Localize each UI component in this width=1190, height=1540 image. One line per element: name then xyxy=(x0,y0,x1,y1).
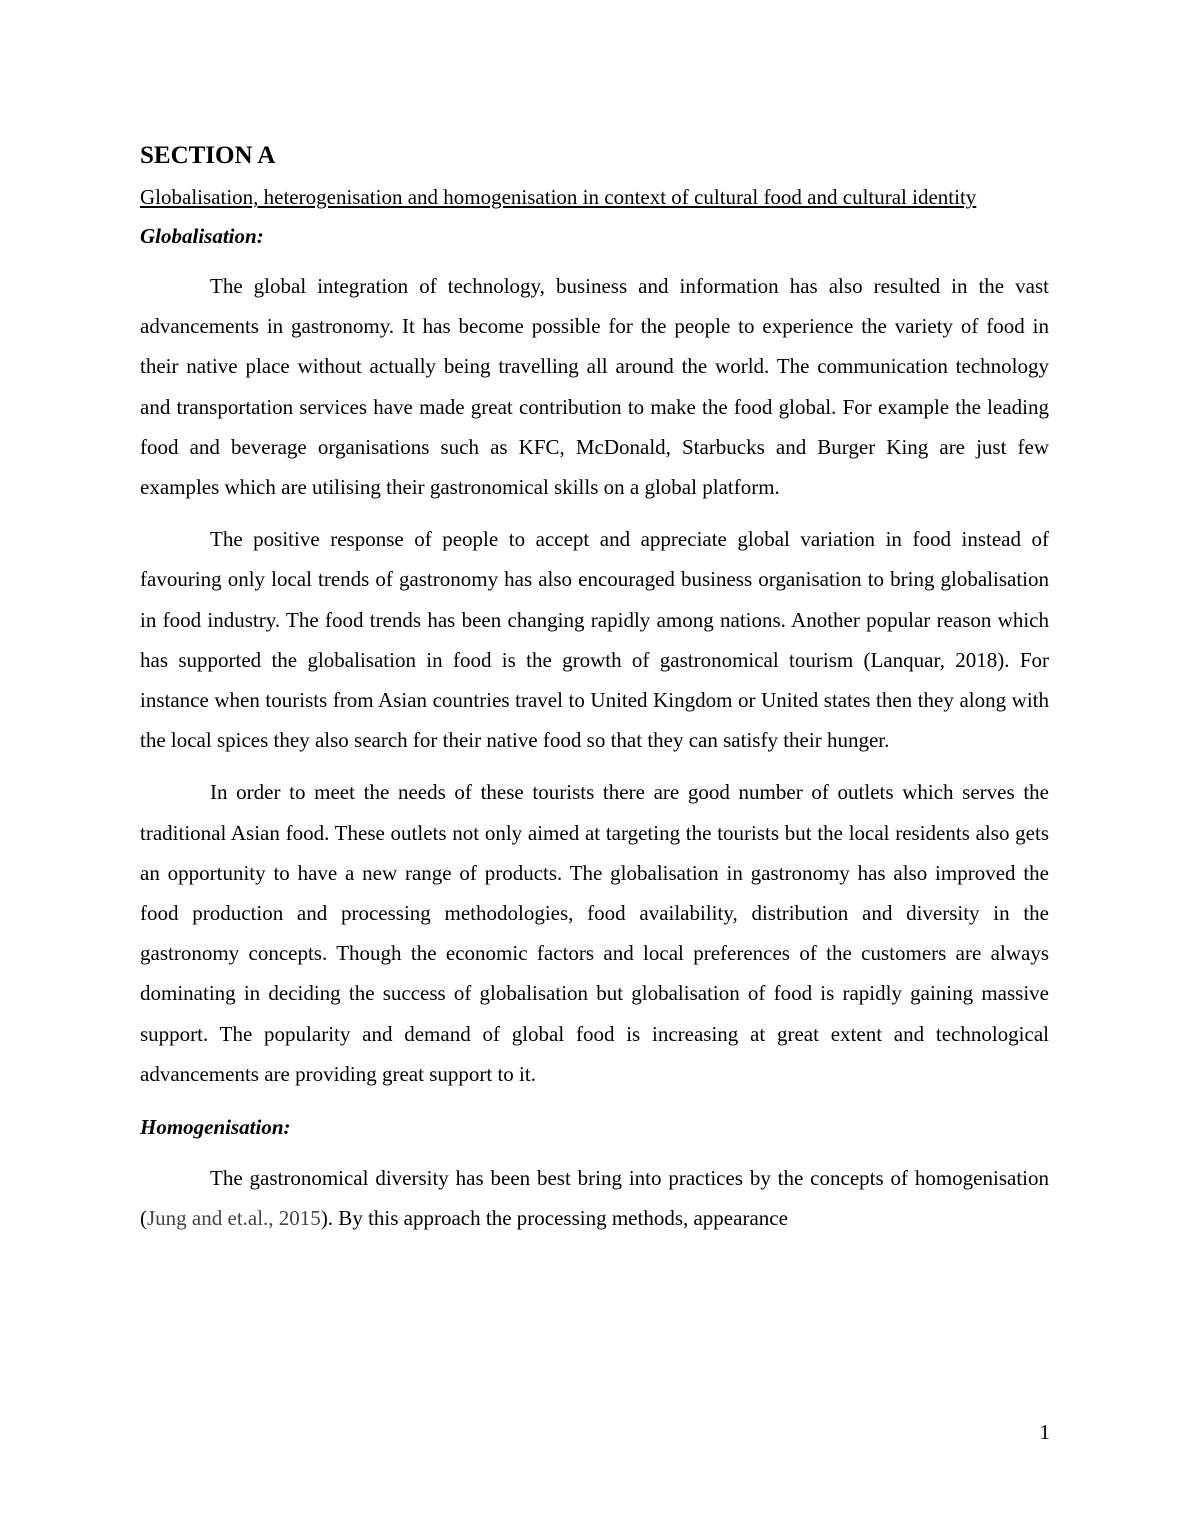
paragraph-globalisation-3: In order to meet the needs of these tourists there are good number of outlets which serves the traditional Asian food. These outlets not only aimed at targeting the tourists but the local residents also gets an opportunity to have a new range of products. The globalisation in gastronomy has also improved the food production and processing methodologies, food availability, distribution and diversity in the gastronomy concepts. Though the economic factors and local preferences of the customers are always dominating in deciding the success of globalisation but globalisation of food is rapidly gaining massive support. The popularity and demand of global food is increasing at great extent and technological advancements are providing great support to it. xyxy=(140,780,1049,1086)
citation: Jung and et.al., 2015 xyxy=(147,1206,321,1231)
document-page xyxy=(140,138,1049,1238)
heading-globalisation: Globalisation: xyxy=(140,224,264,248)
page-number: 1 xyxy=(1039,1420,1050,1444)
paragraph-globalisation-2: The positive response of people to accept and appreciate global variation in food instead of favouring only local trends of gastronomy has also encouraged business organisation to bring globalisation in food industry. The food trends has been changing rapidly among nations. Another popular reason which has supported the globalisation in food is the growth of gastronomical tourism (Lanquar, 2018). For instance when tourists from Asian countries travel to United Kingdom or United states then they along with the local spices they also search for their native food so that they can satisfy their hunger. xyxy=(140,527,1049,753)
paragraph-text-before-citation: The gastronomical diversity has been best bring into practices by the concepts of homogenisation ( xyxy=(140,1166,1049,1231)
paragraph-text-after-citation: ). By this approach the processing methods, appearance xyxy=(320,1206,788,1231)
heading-homogenisation: Homogenisation: xyxy=(140,1115,291,1140)
section-title: SECTION A xyxy=(140,142,276,169)
paragraph-globalisation-1: The global integration of technology, business and information has also resulted in the vast advancements in gastronomy. It has become possible for the people to experience the variety of food in their native place without actually being travelling all around the world. The communication technology and transportation services have made great contribution to make the food global. For example the leading food and beverage organisations such as KFC, McDonald, Starbucks and Burger King are just few examples which are utilising their gastronomical skills on a global platform. xyxy=(140,274,1049,500)
paragraph-homogenisation-1 xyxy=(140,1158,1049,1238)
document-subtitle: Globalisation, heterogenisation and homogenisation in context of cultural food and cultural identity xyxy=(140,185,977,209)
